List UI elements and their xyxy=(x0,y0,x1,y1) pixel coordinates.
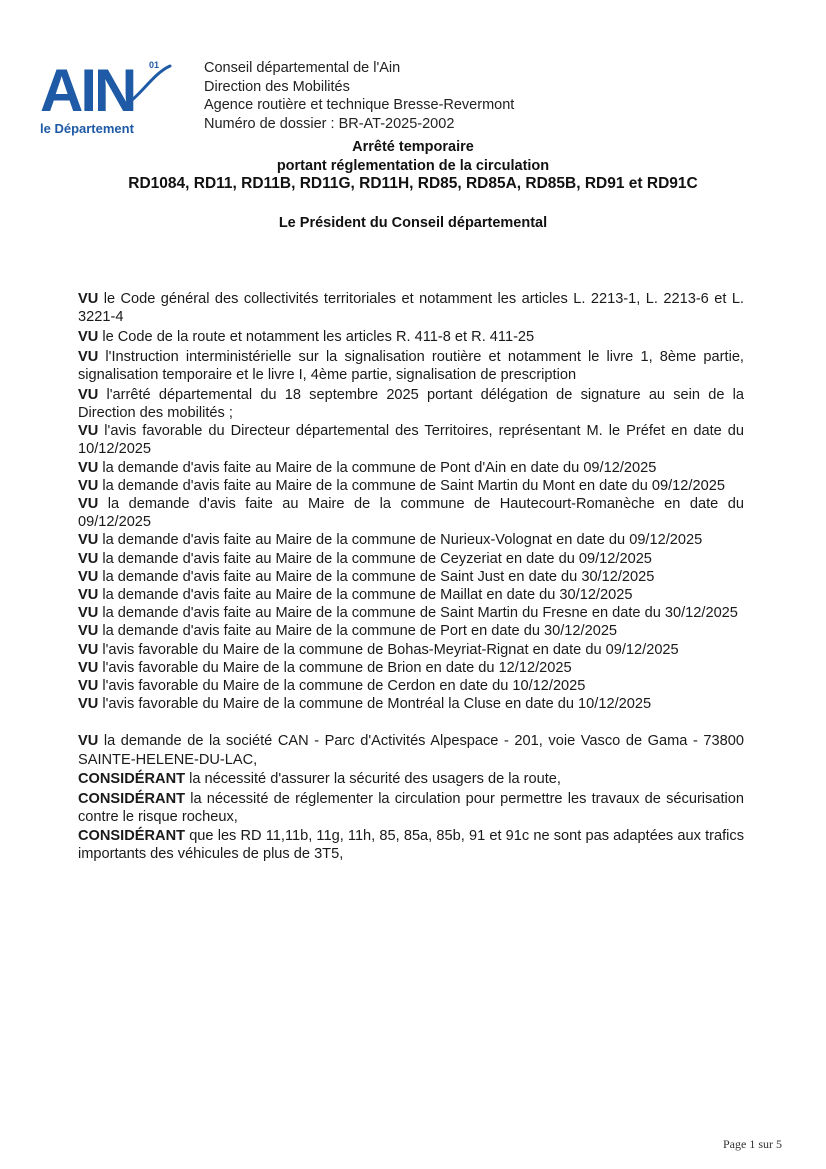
entry-keyword: VU xyxy=(78,733,99,750)
entry-keyword: VU xyxy=(78,386,99,403)
entry-considerant-securite xyxy=(78,770,744,788)
entry-vu-ceyzeriat xyxy=(78,550,744,568)
entry-vu-pont-dain xyxy=(78,459,744,477)
entry-keyword: VU xyxy=(78,587,99,604)
entry-text: l'avis favorable du Maire de la commune de Cerdon en date du 10/12/2025 xyxy=(98,678,586,695)
entry-keyword: CONSIDÉRANT xyxy=(78,791,186,808)
entry-text: la demande d'avis faite au Maire de la commune de Nurieux-Volognat en date du 09/12/2025 xyxy=(98,532,703,549)
entry-vu-cerdon xyxy=(78,677,744,695)
entry-keyword: VU xyxy=(78,696,99,713)
entry-vu-societe-can xyxy=(78,732,744,768)
entry-text: la nécessité d'assurer la sécurité des usagers de la route, xyxy=(185,771,561,788)
entry-vu-saint-just xyxy=(78,568,744,586)
page-number: Page 1 sur 5 xyxy=(723,1137,782,1151)
organisation-name: Conseil départemental de l'Ain xyxy=(204,60,401,76)
entry-text: l'Instruction interministérielle sur la signalisation routière et notamment le livre 1, 8ème partie, signalisation temporaire et le livre I, 4ème partie, signalisation de prescription xyxy=(78,348,744,383)
entry-vu-instruction xyxy=(78,348,744,384)
entry-text: l'avis favorable du Maire de la commune de Brion en date du 12/12/2025 xyxy=(98,659,572,676)
entry-vu-brion xyxy=(78,659,744,677)
entry-text: la demande d'avis faite au Maire de la commune de Maillat en date du 30/12/2025 xyxy=(98,587,633,604)
logo-number: 01 xyxy=(149,60,160,70)
document-title xyxy=(0,138,826,194)
entry-vu-cgct xyxy=(78,290,744,326)
entry-text: la demande d'avis faite au Maire de la commune de Saint Martin du Mont en date du 09/12/2025 xyxy=(98,477,725,494)
entry-keyword: VU xyxy=(78,568,99,585)
entry-text: l'avis favorable du Directeur départemental des Territoires, représentant M. le Préfet en date du 10/12/2025 xyxy=(78,423,744,458)
entry-text: le Code général des collectivités territoriales et notamment les articles L. 2213-1, L. 2213-6 et L. 3221-4 xyxy=(78,291,744,326)
entry-vu-bohas xyxy=(78,641,744,659)
department-logo xyxy=(38,58,178,140)
entry-vu-arrete xyxy=(78,386,744,422)
entry-keyword: VU xyxy=(78,348,99,365)
entry-text: la demande d'avis faite au Maire de la commune de Pont d'Ain en date du 09/12/2025 xyxy=(98,459,657,476)
entry-keyword: CONSIDÉRANT xyxy=(78,827,186,844)
entry-vu-hautecourt xyxy=(78,495,744,531)
title-line-2: portant réglementation de la circulation xyxy=(276,157,550,174)
entry-vu-ddt xyxy=(78,422,744,458)
entry-text: l'avis favorable du Maire de la commune de Bohas-Meyriat-Rignat en date du 09/12/2025 xyxy=(98,641,679,658)
organisation-block xyxy=(204,59,514,133)
directorate: Direction des Mobilités xyxy=(204,78,350,95)
title-line-1: Arrêté temporaire xyxy=(352,139,474,155)
entry-keyword: VU xyxy=(78,329,99,345)
entry-text: la demande d'avis faite au Maire de la commune de Hautecourt-Romanèche en date du 09/12/2025 xyxy=(78,496,744,531)
entry-vu-nurieux xyxy=(78,531,744,549)
entry-keyword: VU xyxy=(78,678,99,695)
entry-vu-code-route xyxy=(78,328,744,346)
entry-vu-maillat xyxy=(78,586,744,604)
entry-keyword: VU xyxy=(78,659,99,676)
entry-keyword: VU xyxy=(78,623,99,640)
entry-text: le Code de la route et notamment les articles R. 411-8 et R. 411-25 xyxy=(98,329,535,345)
entry-text: la demande de la société CAN - Parc d'Activités Alpespace - 201, voie Vasco de Gama - 73800 SAINTE-HELENE-DU-LAC, xyxy=(78,733,744,768)
entry-keyword: VU xyxy=(78,423,99,440)
entry-keyword: VU xyxy=(78,291,99,307)
entry-keyword: VU xyxy=(78,477,99,494)
entry-text: la nécessité de réglementer la circulation pour permettre les travaux de sécurisation contre le risque rocheux, xyxy=(78,791,744,826)
entry-keyword: VU xyxy=(78,496,99,513)
agency: Agence routière et technique Bresse-Revermont xyxy=(204,97,515,113)
file-number: Numéro de dossier : BR-AT-2025-2002 xyxy=(204,115,455,132)
entry-considerant-trafics xyxy=(78,827,744,863)
entry-keyword: VU xyxy=(78,459,99,476)
document-body xyxy=(78,290,744,863)
entry-keyword: VU xyxy=(78,641,99,658)
entry-text: l'arrêté départemental du 18 septembre 2025 portant délégation de signature au sein de la Direction des mobilités ; xyxy=(78,386,744,421)
president-heading: Le Président du Conseil départemental xyxy=(278,215,548,231)
entry-text: l'avis favorable du Maire de la commune de Montréal la Cluse en date du 10/12/2025 xyxy=(98,696,652,713)
entry-keyword: VU xyxy=(78,605,99,622)
entry-text: la demande d'avis faite au Maire de la commune de Port en date du 30/12/2025 xyxy=(98,623,618,640)
entry-vu-saint-martin-du-fresne xyxy=(78,604,744,622)
entry-text: que les RD 11,11b, 11g, 11h, 85, 85a, 85b, 91 et 91c ne sont pas adaptées aux trafics importants des véhicules de plus de 3T5, xyxy=(78,827,744,862)
entry-vu-port xyxy=(78,622,744,640)
entry-text: la demande d'avis faite au Maire de la commune de Saint Just en date du 30/12/2025 xyxy=(98,568,655,585)
entry-text: la demande d'avis faite au Maire de la commune de Ceyzeriat en date du 09/12/2025 xyxy=(98,550,652,567)
entry-text: la demande d'avis faite au Maire de la commune de Saint Martin du Fresne en date du 30/12/2025 xyxy=(98,605,738,622)
entry-vu-saint-martin-du-mont xyxy=(78,477,744,495)
entry-considerant-travaux xyxy=(78,790,744,826)
entry-keyword: VU xyxy=(78,532,99,549)
entry-vu-montreal-la-cluse xyxy=(78,695,744,713)
logo-wordmark: AIN xyxy=(40,57,135,124)
title-roads: RD1084, RD11, RD11B, RD11G, RD11H, RD85, RD85A, RD85B, RD91 et RD91C xyxy=(128,175,698,192)
logo-subtitle: le Département xyxy=(40,121,134,136)
entry-keyword: VU xyxy=(78,550,99,567)
entry-keyword: CONSIDÉRANT xyxy=(78,771,186,788)
